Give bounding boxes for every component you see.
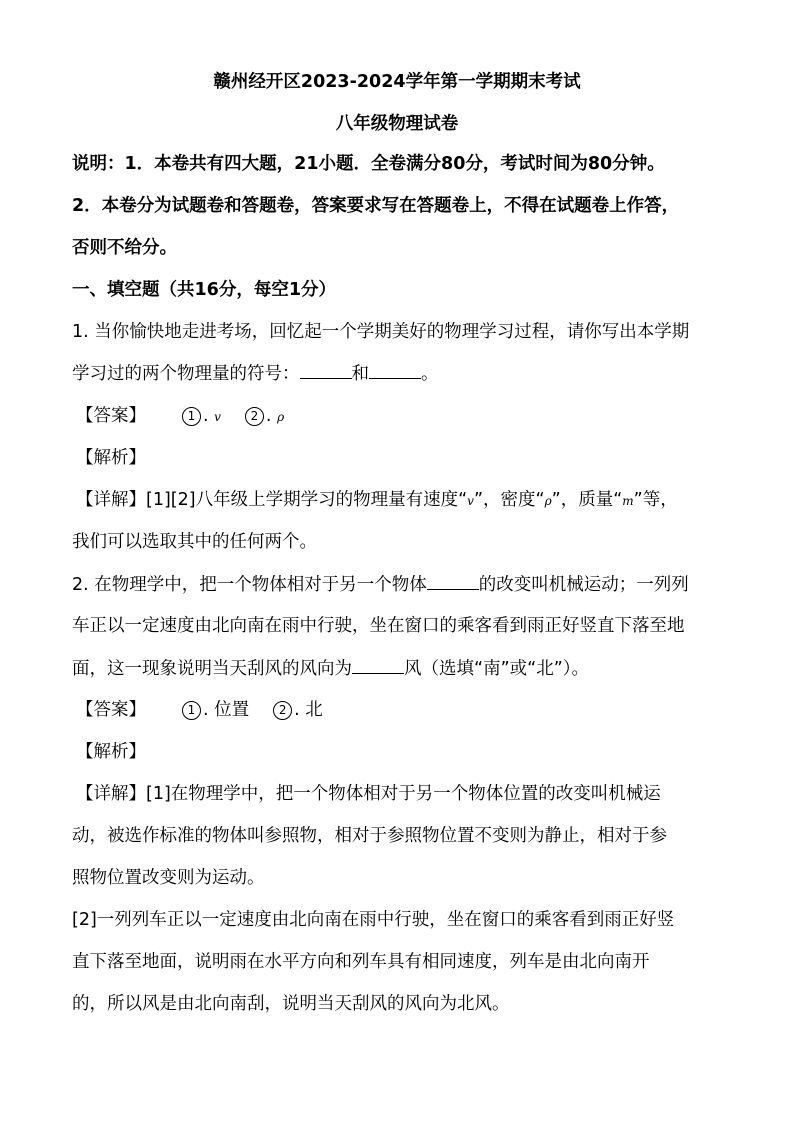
answer-blank-1 [300,361,352,379]
question-1-detail-line-2: 我们可以选取其中的任何两个。 [72,532,317,552]
page-title: 赣州经开区2023-2024学年第一学期期末考试 [213,72,581,92]
detail-text: ”等， [633,490,678,510]
question-2-text-c: 面，这一现象说明当天刮风的风向为 [72,659,352,679]
answer-blank-2 [369,361,421,379]
question-1-text-a: 学习过的两个物理量的符号： [72,364,300,384]
question-2-answer-row: 【答案】 1 . 位置 2 . 北 [76,700,323,720]
question-2-detail-line-6: 的，所以风是由北向南刮，说明当天刮风的风向为北风。 [72,994,510,1014]
instructions-line-1: 说明：1．本卷共有四大题，21小题．全卷满分80分，考试时间为80分钟。 [72,154,665,174]
section-heading-fill-in: 一、填空题（共16分，每空1分） [72,280,337,300]
analysis-label: 【解析】 [76,448,146,468]
question-2-detail-line-5: 直下落至地面，说明雨在水平方向和列车具有相同速度，列车是由北向南开 [72,952,650,972]
detail-label: 【详解】 [76,490,146,510]
symbol-m: m [622,494,634,508]
question-2-text-b: 的改变叫机械运动；一列列 [478,575,689,595]
question-2-detail-line-2: 动，被选作标准的物体叫参照物，相对于参照物位置不变则为静止，相对于参 [72,826,667,846]
circled-number-icon: 2 [245,407,264,426]
question-1-detail-line-1 [76,488,678,513]
question-1-line-2 [72,361,439,386]
circled-number-icon: 2 [273,701,292,720]
question-2-detail-line-1: 【详解】[1]在物理学中，把一个物体相对于另一个物体位置的改变叫机械运 [76,784,661,804]
question-1-line-1: 1. 当你愉快地走进考场，回忆起一个学期美好的物理学习过程，请你写出本学期 [72,322,690,342]
detail-text: ”，质量“ [551,490,623,510]
circled-number-icon: 1 [182,701,201,720]
question-2-line-2: 车正以一定速度由北向南在雨中行驶，坐在窗口的乘客看到雨正好竖直下落至地 [72,616,685,636]
question-2-detail-line-4: [2]一列列车正以一定速度由北向南在雨中行驶，坐在窗口的乘客看到雨正好竖 [72,910,675,930]
detail-text: ”，密度“ [473,490,545,510]
symbol-v: v [467,494,474,508]
question-2-detail-line-3: 照物位置改变则为运动。 [72,868,265,888]
detail-text: [1][2]八年级上学期学习的物理量有速度“ [146,490,468,510]
question-2-text-d: 风（选填“南”或“北”）。 [404,659,590,679]
answer-blank-3 [427,572,479,590]
page-subtitle: 八年级物理试卷 [335,114,459,134]
answer-2-value: ρ [277,410,285,424]
question-2-text-a: 2. 在物理学中，把一个物体相对于另一个物体 [72,575,427,595]
circled-number-icon: 1 [182,407,201,426]
answer-1-value: v [214,410,221,424]
question-1-answer-row: 【答案】 1 . v 2 . ρ [76,406,285,426]
answer-2-value: 北 [305,700,323,720]
instructions-line-2: 2．本卷分为试题卷和答题卷，答案要求写在答题卷上，不得在试题卷上作答， [72,196,680,216]
question-2-line-3 [72,656,589,681]
answer-blank-4 [352,656,404,674]
question-2-line-1 [72,572,689,597]
instructions-line-3: 否则不给分。 [72,238,177,258]
symbol-rho: ρ [544,494,552,508]
question-1-text-b: 和 [351,364,369,384]
answer-label: 【答案】 [76,406,146,426]
analysis-label: 【解析】 [76,742,146,762]
question-1-text-c: 。 [421,364,439,384]
answer-1-value: 位置 [214,700,250,720]
answer-label: 【答案】 [76,700,146,720]
